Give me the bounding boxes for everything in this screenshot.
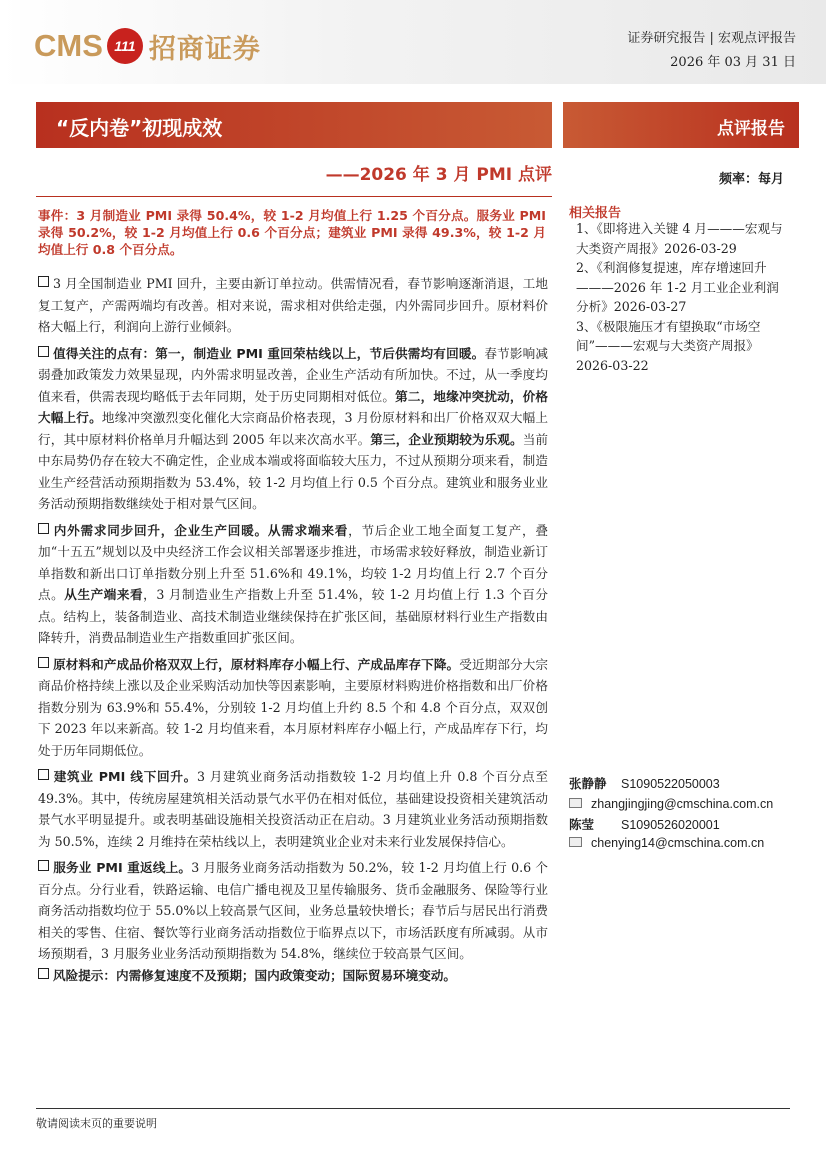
- logo-mark-icon: 111: [107, 28, 143, 64]
- main-body: [38, 273, 548, 986]
- paragraph-heading: 第三，企业预期较为乐观。: [370, 431, 523, 447]
- paragraph-risk: [38, 965, 548, 987]
- bullet-icon: [38, 968, 49, 979]
- paragraph-construction: [38, 766, 548, 852]
- paragraph-services: [38, 857, 548, 965]
- paragraph-prices: [38, 654, 548, 762]
- mail-icon: [569, 837, 582, 847]
- paragraph-heading: 风险提示：内需修复速度不及预期；国内政策变动；国际贸易环境变动。: [53, 967, 456, 983]
- company-logo: [34, 26, 261, 66]
- paragraph-heading: 从生产端来看: [64, 587, 144, 602]
- report-type: 证券研究报告 | 宏观点评报告: [627, 31, 796, 46]
- paragraph-heading: 内外需求同步回升，企业生产回暖。从需求端来看: [53, 522, 349, 538]
- bullet-icon: [38, 276, 49, 287]
- report-category-tag: [563, 102, 799, 148]
- paragraph-text: 地缘冲突激烈变化催化大宗商品价格表现，3 月份原材料和出厂价格双双大幅上行，其中原材料价格单月升幅达到 2005 年以来次高水平。: [38, 410, 548, 447]
- paragraph-text: 3 月全国制造业 PMI 回升，主要由新订单拉动。供需情况看，春节影响逐渐消退，工地复工复产，产需两端均有改善。相对来说，需求相对供给走强，内外需同步回升。原材料价格大幅上行，利润向上游行业倾斜。: [38, 276, 548, 334]
- logo-cms-text: CMS: [34, 28, 103, 63]
- analyst-2-email-row: [569, 835, 764, 850]
- paragraph-text: 受近期部分大宗商品价格持续上涨以及企业采购活动加快等因素影响，主要原材料购进价格指数和出厂价格指数分别为 63.9%和 55.4%，分别较 1-2 月均值上升约 8.5 个和 4.8 个百分点，双双创下 2023 年以来新高。较 1-2 月均值来看，本月原材料库存小幅上行，产成品库存下行，均处于历年同期低位。: [38, 656, 549, 758]
- paragraph-text: ，3 月制造业生产指数上升至 51.4%，较 1-2 月均值上行 1.3 个百分点。结构上，装备制造业、高技术制造业继续保持在扩张区间，基础原材料行业生产指数由降转升，消费品制造业生产指数重回扩张区间。: [38, 587, 549, 645]
- analyst-2: [569, 815, 720, 833]
- logo-company-name: 招商证券: [148, 33, 261, 65]
- related-report-link[interactable]: 3、《极限施压才有望换取“市场空间”———宏观与大类资产周报》2026-03-22: [576, 318, 761, 373]
- bullet-icon: [38, 346, 49, 357]
- paragraph-heading: 服务业 PMI 重返线上。: [53, 860, 192, 875]
- event-summary: 事件：3 月制造业 PMI 录得 50.4%，较 1-2 月均值上行 1.25 个百分点。服务业 PMI 录得 50.2%，较 1-2 月均值上行 0.6 个百分点；建筑业 PMI 录得 49.3%，较 1-2 月均值上行 0.8 个百分点。: [38, 208, 546, 257]
- paragraph-heading: 值得关注的点有：第一，制造业 PMI 重回荣枯线以上，节后供需均有回暖。: [53, 345, 485, 361]
- paragraph-text: ，节后企业工地全面复工复产，叠加“十五五”规划以及中央经济工作会议相关部署逐步推进，市场需求较好释放，制造业新订单指数和新出口订单指数分别上升至 51.6%和 49.1%，均较 1-2 月均值上行 2.7 个百分点。: [38, 522, 549, 602]
- paragraph-heading: 原材料和产成品价格双双上行，原材料库存小幅上行、产成品库存下降。: [53, 656, 460, 672]
- analyst-email[interactable]: zhangjingjing@cmschina.com.cn: [591, 797, 774, 811]
- report-date: 2026 年 03 月 31 日: [670, 55, 796, 70]
- analyst-name: 张静静: [569, 776, 607, 791]
- paragraph-text: 3 月建筑业商务活动指数较 1-2 月均值上升 0.8 个百分点至 49.3%。其中，传统房屋建筑相关活动景气水平仍在相对低位，基础建设投资相关建筑活动景气水平明显提升。或表明基础设施相关投资活动正在启动。3 月建筑业业务活动预期指数为 50.5%，连续 2 月维持在荣枯线以上，表明建筑业企业对未来行业发展保持信心。: [38, 769, 548, 849]
- bullet-icon: [38, 657, 49, 668]
- related-reports-title: 相关报告: [569, 206, 622, 221]
- analyst-email[interactable]: chenying14@cmschina.com.cn: [591, 836, 765, 850]
- paragraph-highlights: [38, 343, 548, 515]
- paragraph-text: 春节影响减弱叠加政策发力效果显现，内外需求明显改善，企业生产活动有所加快。不过，从一季度均值来看，供需表现均略低于去年同期，处于历史同期相对低位。: [38, 345, 549, 404]
- footer-note: 敬请阅读末页的重要说明: [36, 1117, 157, 1130]
- page-subtitle: ——2026 年 3 月 PMI 点评: [325, 165, 552, 185]
- paragraph-overview: [38, 273, 548, 338]
- bullet-icon: [38, 523, 49, 534]
- analyst-license-id: S1090526020001: [621, 818, 720, 832]
- related-reports-list: [576, 219, 788, 375]
- paragraph-text: 当前中东局势仍存在较大不确定性，企业成本端或将面临较大压力，不过从预期分项来看，制造业生产经营活动预期指数为 53.4%，较 1-2 月均值上行 0.5 个百分点。建筑业和服务业业务活动预期指数继续处于相对景气区间。: [38, 431, 549, 511]
- paragraph-heading: 建筑业 PMI 线下回升。: [53, 769, 197, 784]
- analyst-1-email-row: [569, 796, 773, 811]
- related-report-link[interactable]: 2、《利润修复提速，库存增速回升———2026 年 1-2 月工业企业利润分析》2026-03-27: [576, 260, 779, 314]
- related-report-link[interactable]: 1、《即将进入关键 4 月———宏观与大类资产周报》2026-03-29: [576, 221, 783, 256]
- title-bar: [36, 102, 552, 148]
- frequency-label: 频率：每月: [718, 172, 784, 187]
- paragraph-heading: 第二，地缘冲突扰动，价格大幅上行。: [38, 388, 549, 425]
- paragraph-text: 3 月服务业商务活动指数为 50.2%，较 1-2 月均值上行 0.6 个百分点。分行业看，铁路运输、电信广播电视及卫星传输服务、货币金融服务、保险等行业商务活动指数均位于 55.0%以上较高景气区间，业务总量较快增长；春节后与居民出行消费相关的零售、住宿、餐饮等行业商务活动指数位于临界点以下，市场活跃度有所减弱。从市场预期看，3 月服务业业务活动预期指数为 54.8%，继续位于较高景气区间。: [38, 860, 548, 961]
- bullet-icon: [38, 860, 49, 871]
- mail-icon: [569, 798, 582, 808]
- title-divider: [36, 196, 552, 197]
- analyst-license-id: S1090522050003: [621, 777, 720, 791]
- paragraph-demand: [38, 520, 548, 649]
- analyst-name: 陈莹: [569, 817, 595, 832]
- page-title: “反内卷”初现成效: [56, 116, 223, 140]
- analyst-1: [569, 774, 720, 792]
- footer-divider: [36, 1108, 790, 1109]
- bullet-icon: [38, 769, 49, 780]
- report-category-label: 点评报告: [717, 119, 785, 139]
